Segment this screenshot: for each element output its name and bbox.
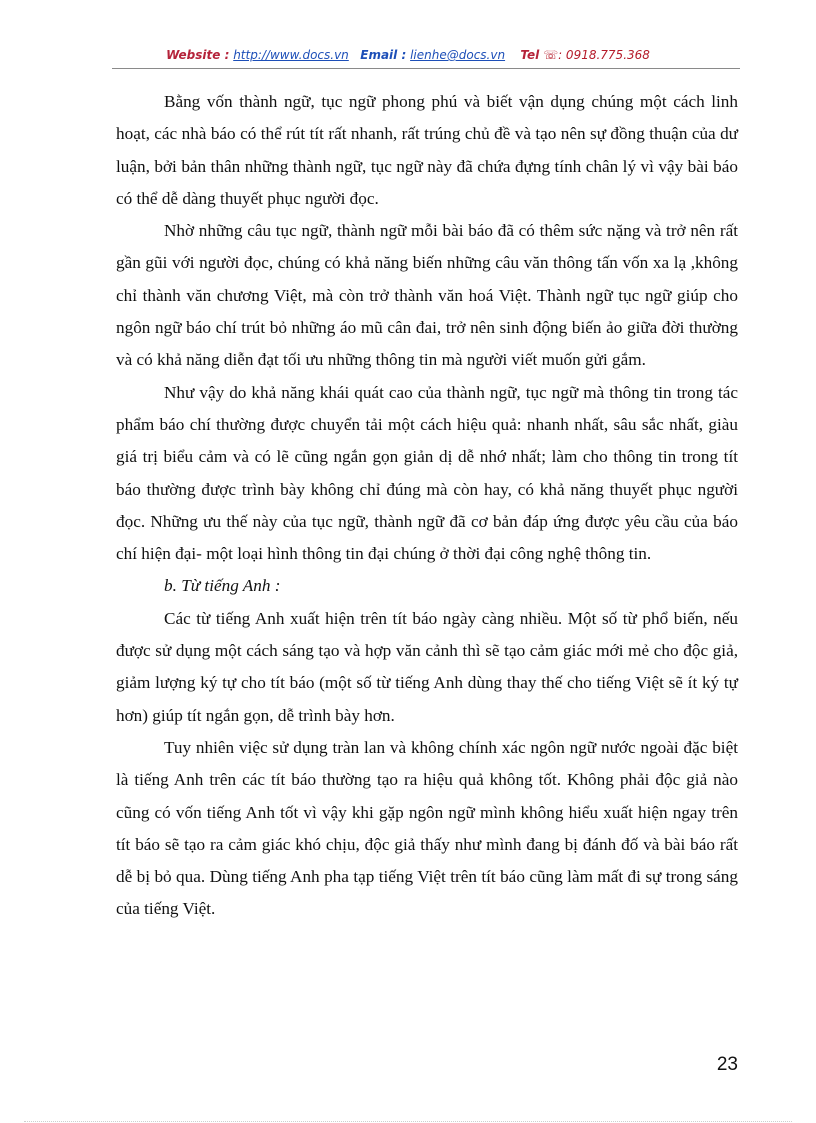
paragraph: Nhờ những câu tục ngữ, thành ngữ mỗi bài báo đã có thêm sức nặng và trở nên rất gần gũi với người đọc, chúng có khả năng biến những câu văn thông tấn vốn xa lạ ,không chỉ thành văn chương Việt, mà còn trở thành văn hoá Việt. Thành ngữ tục ngữ giúp cho ngôn ngữ báo chí trút bỏ những áo mũ cân đai, trở nên sinh động biến ảo giữa đời thường và có khả năng diễn đạt tối ưu những thông tin mà người viết muốn gửi gắm.	[116, 221, 738, 370]
paragraph: Bằng vốn thành ngữ, tục ngữ phong phú và biết vận dụng chúng một cách linh hoạt, các nhà báo có thể rút tít rất nhanh, rất trúng chủ đề và tạo nên sự đồng thuận của dư luận, bởi bản thân những thành ngữ, tục ngữ này đã chứa đựng tính chân lý vì vậy bài báo có thể dễ dàng thuyết phục người đọc.	[116, 92, 738, 208]
section-subheading: b. Từ tiếng Anh :	[164, 576, 281, 596]
paragraph: Như vậy do khả năng khái quát cao của thành ngữ, tục ngữ mà thông tin trong tác phẩm báo chí thường được chuyển tải một cách hiệu quả: nhanh nhất, sâu sắc nhất, giàu giá trị biểu cảm và có lẽ cũng ngắn gọn giản dị dễ nhớ nhất; làm cho thông tin trong tít báo thường được trình bày không chỉ đúng mà còn hay, có khả năng thuyết phục người đọc. Những ưu thế này của tục ngữ, thành ngữ đã cơ bản đáp ứng được yêu cầu của báo chí hiện đại- một loại hình thông tin đại chúng ở thời đại công nghệ thông tin.	[116, 382, 738, 564]
header-divider	[112, 68, 740, 69]
website-link[interactable]: http://www.docs.vn	[233, 48, 349, 62]
document-body	[116, 86, 738, 926]
email-link[interactable]: lienhe@docs.vn	[410, 48, 506, 62]
footer-divider	[24, 1121, 792, 1122]
email-label: Email :	[360, 48, 407, 62]
tel-label: Tel	[520, 48, 540, 62]
phone-icon: ☏	[543, 48, 559, 62]
page-number: 23	[716, 1054, 738, 1075]
page-header	[0, 48, 816, 62]
paragraph: Các từ tiếng Anh xuất hiện trên tít báo ngày càng nhiều. Một số từ phổ biến, nếu được sử dụng một cách sáng tạo và hợp văn cảnh thì sẽ tạo cảm giác mới mẻ cho độc giả, giảm lượng ký tự cho tít báo (một số từ tiếng Anh dùng thay thế cho tiếng Việt sẽ ít ký tự hơn) giúp tít ngắn gọn, dễ trình bày hơn.	[116, 608, 738, 725]
tel-value: : 0918.775.368	[558, 48, 650, 62]
paragraph: Tuy nhiên việc sử dụng tràn lan và không chính xác ngôn ngữ nước ngoài đặc biệt là tiếng Anh trên các tít báo thường tạo ra hiệu quả không tốt. Không phải độc giả nào cũng có vốn tiếng Anh tốt vì vậy khi gặp ngôn ngữ mình không hiểu xuất hiện ngay trên tít báo sẽ tạo ra cảm giác khó chịu, độc giả thấy như mình đang bị đánh đố và bài báo rất dễ bị bỏ qua. Dùng tiếng Anh pha tạp tiếng Việt trên tít báo cũng làm mất đi sự trong sáng của tiếng Việt.	[116, 737, 738, 919]
website-label: Website :	[166, 48, 230, 62]
